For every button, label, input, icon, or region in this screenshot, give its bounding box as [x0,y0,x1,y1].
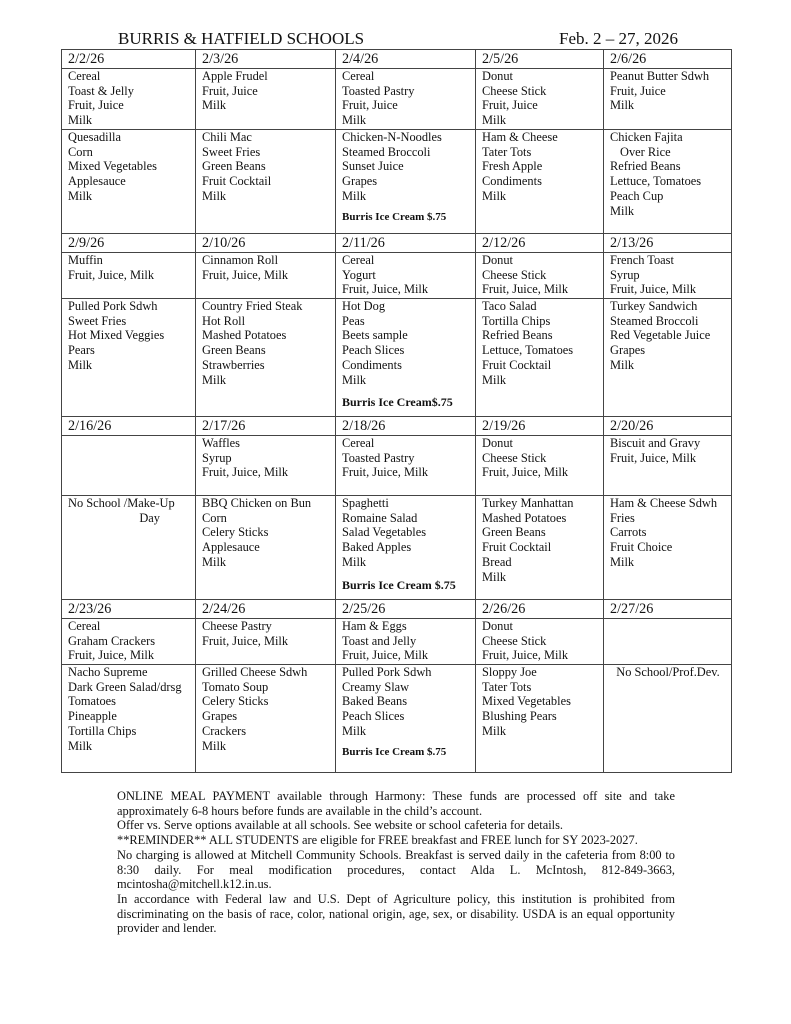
lunch-item: Milk [342,554,367,569]
day-date: 2/4/26 [336,50,476,69]
lunch-item: Pulled Pork Sdwh [342,665,432,679]
lunch-item: Taco Salad [482,299,537,313]
lunch-item: Romaine Salad [342,510,418,525]
lunch-item: Hot Roll [202,313,246,328]
breakfast-item: Fruit, Juice, Milk [342,465,429,480]
breakfast-cell [476,619,604,665]
lunch-item: Refried Beans [482,328,553,343]
lunch-item: Chicken Fajita [610,130,683,144]
week-date-row [62,417,732,436]
breakfast-item: Biscuit and Gravy [610,436,701,450]
lunch-item: Milk [342,188,367,203]
lunch-item: Milk [342,723,367,738]
lunch-item: Applesauce [68,174,126,189]
lunch-item: Nacho Supreme [68,665,148,679]
lunch-item: Sweet Fries [68,313,127,328]
lunch-item: Sloppy Joe [482,665,537,679]
breakfast-item: Toast and Jelly [342,633,417,648]
lunch-cell [62,130,196,234]
week-lunch-row [62,665,732,773]
ice-cream-note: Burris Ice Cream $.75 [342,210,447,223]
breakfast-item: Yogurt [342,267,376,282]
breakfast-item: Milk [68,113,93,128]
day-date: 2/9/26 [62,234,196,253]
lunch-item: Sweet Fries [202,144,261,159]
lunch-item: Corn [202,510,227,525]
lunch-item: Tomatoes [68,694,116,709]
day-date: 2/19/26 [476,417,604,436]
breakfast-cell [604,253,732,299]
breakfast-cell [336,69,476,130]
breakfast-item: Fruit, Juice [202,83,258,98]
lunch-item: Fruit Cocktail [482,540,552,555]
lunch-cell [336,299,476,417]
lunch-item: Corn [68,144,93,159]
lunch-item: Grilled Cheese Sdwh [202,665,308,679]
no-school-notice [68,496,190,525]
week-date-row [62,234,732,253]
footer-charging-note: No charging is allowed at Mitchell Community Schools. Breakfast is served daily in the cafeteria from 8:00 to 8:30 daily. For meal modification procedures, contact Alda L. McIntosh, 812-849-3663, mcintosha@mitchell.k12.in.us. [117,847,675,892]
lunch-item: Spaghetti [342,496,389,510]
breakfast-item: Cereal [68,619,101,633]
week-lunch-row [62,299,732,417]
lunch-cell [196,665,336,773]
lunch-item: Crackers [202,723,247,738]
lunch-item: Milk [202,372,227,387]
breakfast-item: Cereal [342,69,375,83]
lunch-cell [336,130,476,234]
breakfast-cell [604,436,732,496]
breakfast-item: Apple Frudel [202,69,268,83]
page-header [118,28,678,50]
lunch-item: Milk [68,188,93,203]
lunch-item: Beets sample [342,328,408,343]
day-date: 2/20/26 [604,417,732,436]
lunch-item: Carrots [610,525,647,540]
day-date: 2/24/26 [196,600,336,619]
lunch-item: Milk [482,372,507,387]
breakfast-cell [62,619,196,665]
day-date: 2/11/26 [336,234,476,253]
no-school-text: No School/Prof.Dev. [616,665,720,679]
lunch-cell [196,496,336,600]
breakfast-item: Cereal [68,69,101,83]
lunch-item: Condiments [342,357,402,372]
breakfast-cell [62,253,196,299]
lunch-item: Mixed Vegetables [482,694,571,709]
lunch-item: Strawberries [202,357,265,372]
lunch-item: Dark Green Salad/drsg [68,679,182,694]
lunch-item: Chili Mac [202,130,252,144]
breakfast-item: Fruit, Juice, Milk [342,648,429,663]
lunch-cell [476,496,604,600]
breakfast-item: Syrup [202,450,232,465]
menu-body [62,50,732,773]
breakfast-item: French Toast [610,253,674,267]
breakfast-item: Syrup [610,267,640,282]
lunch-item: Tater Tots [482,144,532,159]
lunch-item: Pears [68,343,95,358]
lunch-item: Peach Cup [610,188,664,203]
day-date: 2/5/26 [476,50,604,69]
breakfast-item: Cheese Stick [482,83,547,98]
lunch-item: Turkey Manhattan [482,496,574,510]
lunch-item: Baked Apples [342,540,412,555]
day-date: 2/13/26 [604,234,732,253]
breakfast-item: Peanut Butter Sdwh [610,69,710,83]
breakfast-item: Toasted Pastry [342,83,415,98]
lunch-item: Red Vegetable Juice [610,328,711,343]
lunch-item: Fries [610,510,635,525]
breakfast-cell [336,436,476,496]
lunch-item: Salad Vegetables [342,525,427,540]
breakfast-item: Milk [482,113,507,128]
day-date: 2/17/26 [196,417,336,436]
week-lunch-row [62,130,732,234]
breakfast-item: Fruit, Juice [482,98,538,113]
breakfast-item: Fruit, Juice, Milk [610,282,697,297]
lunch-item: Milk [482,188,507,203]
no-school-text: Day [139,510,160,525]
lunch-item: Mixed Vegetables [68,159,157,174]
breakfast-cell [336,619,476,665]
breakfast-item: Fruit, Juice, Milk [202,633,289,648]
lunch-item: Green Beans [482,525,546,540]
breakfast-item: Fruit, Juice [610,83,666,98]
lunch-cell [62,496,196,600]
footer-offer-serve-note: Offer vs. Serve options available at all schools. See website or school cafeteria for details. [117,818,564,833]
lunch-item: Milk [482,723,507,738]
lunch-item: Fresh Apple [482,159,543,174]
day-date: 2/27/26 [604,600,732,619]
footer-usda-statement: In accordance with Federal law and U.S. Dept of Agriculture policy, this institution is prohibited from discriminating on the basis of race, color, national origin, age, sex, or disability. USDA is an equal opportunity provider and lender. [117,891,675,936]
lunch-item: Ham & Cheese Sdwh [610,496,718,510]
lunch-cell [62,299,196,417]
lunch-item: Lettuce, Tomatoes [610,174,702,189]
lunch-item: BBQ Chicken on Bun [202,496,312,510]
lunch-cell [476,130,604,234]
breakfast-item: Fruit, Juice, Milk [610,450,697,465]
breakfast-item: Cheese Stick [482,267,547,282]
footer-payment-note: ONLINE MEAL PAYMENT available through Harmony: These funds are processed off site and take approximately 6-8 hours before funds are available in the child’s account. [117,789,675,818]
breakfast-item: Fruit, Juice [342,98,398,113]
breakfast-item: Milk [610,98,635,113]
week-date-row [62,50,732,69]
breakfast-cell [604,69,732,130]
lunch-item: Milk [202,188,227,203]
lunch-item: Tomato Soup [202,679,269,694]
day-date: 2/10/26 [196,234,336,253]
breakfast-item: Donut [482,253,513,267]
breakfast-item: Toasted Pastry [342,450,415,465]
lunch-item: Turkey Sandwich [610,299,698,313]
breakfast-item: Fruit, Juice [68,98,124,113]
breakfast-cell [336,253,476,299]
lunch-cell [476,665,604,773]
date-range: Feb. 2 – 27, 2026 [559,29,678,48]
lunch-item: Fruit Cocktail [202,174,272,189]
breakfast-item: Fruit, Juice, Milk [202,267,289,282]
breakfast-item: Donut [482,619,513,633]
breakfast-item: Donut [482,69,513,83]
lunch-item: Applesauce [202,540,260,555]
day-date: 2/23/26 [62,600,196,619]
lunch-cell [336,665,476,773]
breakfast-item: Fruit, Juice, Milk [482,648,569,663]
lunch-item: Grapes [342,174,378,189]
lunch-item: Tater Tots [482,679,532,694]
day-date: 2/6/26 [604,50,732,69]
breakfast-cell [62,436,196,496]
lunch-item: Creamy Slaw [342,679,410,694]
lunch-item: Chicken-N-Noodles [342,130,442,144]
breakfast-cell [196,619,336,665]
breakfast-item: Fruit, Juice, Milk [68,648,155,663]
breakfast-item: Waffles [202,436,240,450]
lunch-item: Milk [610,554,635,569]
day-date: 2/2/26 [62,50,196,69]
breakfast-item: Fruit, Juice, Milk [68,267,155,282]
day-date: 2/16/26 [62,417,196,436]
breakfast-item: Cheese Stick [482,633,547,648]
lunch-cell [196,130,336,234]
breakfast-item: Ham & Eggs [342,619,407,633]
lunch-item: Milk [610,357,635,372]
lunch-item: Grapes [610,343,646,358]
lunch-item: Grapes [202,709,238,724]
lunch-cell [604,665,732,773]
lunch-item: Peach Slices [342,343,405,358]
lunch-item: Fruit Cocktail [482,357,552,372]
lunch-item: Baked Beans [342,694,408,709]
breakfast-item: Muffin [68,253,103,267]
week-breakfast-row [62,436,732,496]
breakfast-cell [196,253,336,299]
lunch-item: Condiments [482,174,542,189]
breakfast-item: Cheese Stick [482,450,547,465]
week-lunch-row [62,496,732,600]
lunch-item: Steamed Broccoli [342,144,431,159]
breakfast-item: Milk [342,113,367,128]
lunch-item: Milk [202,554,227,569]
footer-notes [117,789,675,936]
lunch-item: Peas [342,313,365,328]
lunch-item: Pineapple [68,709,117,724]
breakfast-cell [604,619,732,665]
breakfast-cell [196,436,336,496]
lunch-item: Milk [342,372,367,387]
lunch-item: Refried Beans [610,159,681,174]
lunch-cell [604,130,732,234]
lunch-item: Quesadilla [68,130,121,144]
lunch-item: Milk [68,738,93,753]
day-date: 2/25/26 [336,600,476,619]
lunch-item: Celery Sticks [202,694,269,709]
lunch-item: Milk [610,203,635,218]
lunch-item: Tortilla Chips [482,313,551,328]
lunch-item: Ham & Cheese [482,130,558,144]
ice-cream-note: Burris Ice Cream$.75 [342,395,453,410]
lunch-cell [604,299,732,417]
lunch-item: Milk [68,357,93,372]
lunch-item: Mashed Potatoes [482,510,567,525]
lunch-item: Bread [482,554,512,569]
footer-reminder-note: **REMINDER** ALL STUDENTS are eligible for FREE breakfast and FREE lunch for SY 2023-2027. [117,833,638,848]
breakfast-item: Graham Crackers [68,633,156,648]
lunch-item: Tortilla Chips [68,723,137,738]
lunch-item: Sunset Juice [342,159,404,174]
breakfast-item: Cereal [342,436,375,450]
week-breakfast-row [62,619,732,665]
lunch-item: Hot Dog [342,299,386,313]
lunch-cell [336,496,476,600]
lunch-item: Green Beans [202,343,266,358]
breakfast-cell [196,69,336,130]
lunch-item: Milk [482,569,507,584]
lunch-item: Hot Mixed Veggies [68,328,165,343]
day-date: 2/26/26 [476,600,604,619]
breakfast-item: Fruit, Juice, Milk [202,465,289,480]
lunch-item: Fruit Choice [610,540,673,555]
breakfast-item: Cinnamon Roll [202,253,279,267]
lunch-item: Country Fried Steak [202,299,303,313]
lunch-item: Lettuce, Tomatoes [482,343,574,358]
lunch-cell [604,496,732,600]
lunch-cell [476,299,604,417]
breakfast-cell [476,69,604,130]
lunch-item: Peach Slices [342,709,405,724]
breakfast-item: Fruit, Juice, Milk [482,465,569,480]
breakfast-cell [476,436,604,496]
day-date: 2/12/26 [476,234,604,253]
ice-cream-note: Burris Ice Cream $.75 [342,577,456,592]
breakfast-item: Cereal [342,253,375,267]
day-date: 2/3/26 [196,50,336,69]
breakfast-item: Cheese Pastry [202,619,272,633]
breakfast-item: Fruit, Juice, Milk [342,282,429,297]
no-school-notice [610,665,726,680]
ice-cream-note: Burris Ice Cream $.75 [342,745,447,758]
day-date: 2/18/26 [336,417,476,436]
breakfast-item: Fruit, Juice, Milk [482,282,569,297]
week-breakfast-row [62,69,732,130]
week-breakfast-row [62,253,732,299]
lunch-item: Green Beans [202,159,266,174]
breakfast-item: Donut [482,436,513,450]
breakfast-cell [476,253,604,299]
lunch-item: Celery Sticks [202,525,269,540]
lunch-cell [62,665,196,773]
week-date-row [62,600,732,619]
no-school-text: No School /Make-Up [68,496,175,510]
breakfast-item: Milk [202,98,227,113]
lunch-item: Mashed Potatoes [202,328,287,343]
school-name: BURRIS & HATFIELD SCHOOLS [118,29,365,48]
menu-calendar [61,49,732,773]
lunch-cell [196,299,336,417]
lunch-item: Milk [202,738,227,753]
breakfast-item: Toast & Jelly [68,83,134,98]
breakfast-cell [62,69,196,130]
lunch-item: Steamed Broccoli [610,313,699,328]
lunch-item: Pulled Pork Sdwh [68,299,158,313]
lunch-item: Over Rice [620,144,671,159]
lunch-item: Blushing Pears [482,709,557,724]
